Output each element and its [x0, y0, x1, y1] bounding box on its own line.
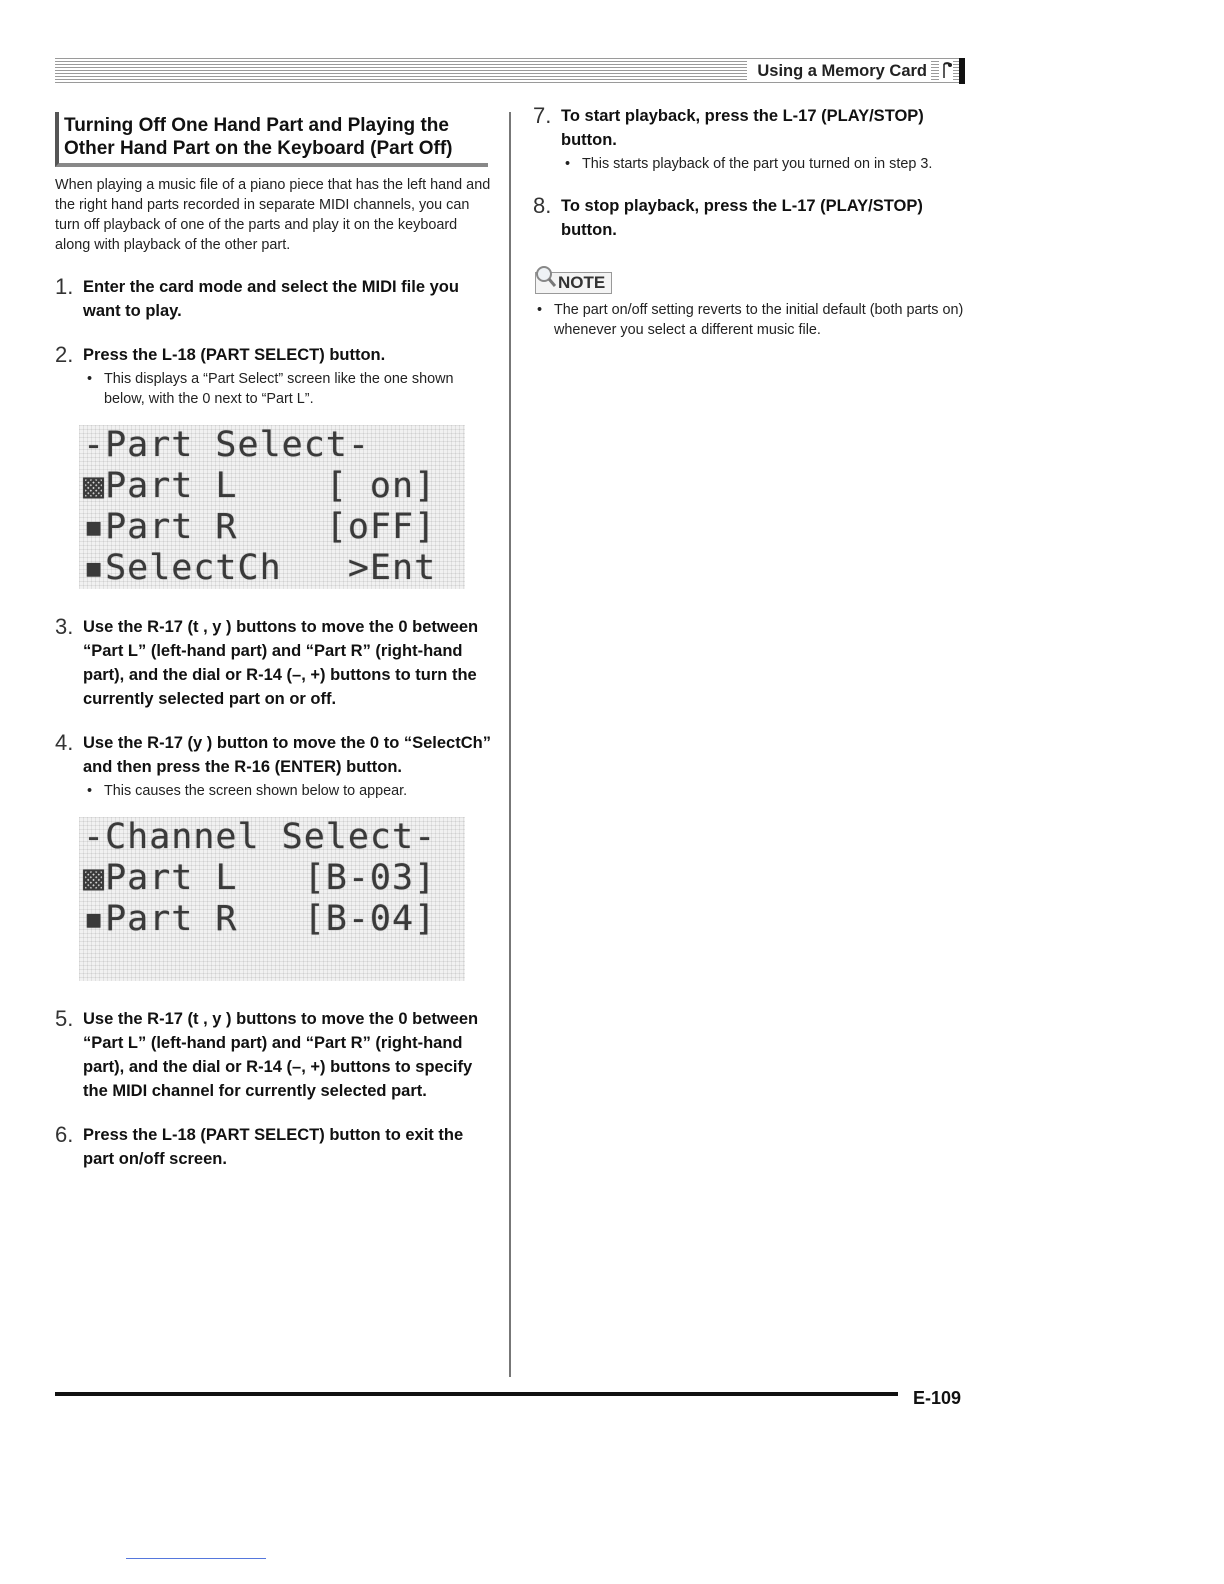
step-text: Use the R-17 (t , y ) buttons to move the 0 between “Part L” (left-hand part) and “Part R” (right-hand part), and the dial or R-14 (–, +) buttons to turn the currently selected part on or off. [83, 618, 479, 708]
lcd-line: -Channel Select- [83, 817, 437, 857]
page-header [55, 58, 965, 84]
step-text: Use the R-17 (y ) button to move the 0 to “SelectCh” and then press the R-16 (ENTER) button. [83, 734, 491, 776]
step-number: 5. [55, 1006, 74, 1031]
bullet-text: This starts playback of the part you turned on in step 3. [582, 156, 933, 172]
lcd-channel-select-screen [79, 817, 465, 981]
lcd-line: ▪Part R [B-04] [83, 899, 437, 939]
step-4 [55, 731, 495, 801]
step-3 [55, 615, 495, 711]
header-tab-mark [959, 58, 965, 84]
footer-rule [55, 1392, 898, 1396]
bottom-link-line [126, 1558, 266, 1559]
bullet-dot: • [87, 783, 93, 799]
music-note-icon [939, 60, 953, 80]
note-label-text: NOTE [558, 273, 606, 292]
bullet-text: This causes the screen shown below to appear. [104, 783, 408, 799]
lcd-line: ▪Part R [oFF] [83, 507, 437, 547]
lcd-line: ▩Part L [ on] [83, 466, 437, 506]
step-7 [533, 104, 973, 174]
step-number: 1. [55, 274, 74, 299]
lcd-blank-line [83, 940, 461, 981]
step-text: Enter the card mode and select the MIDI file you want to play. [83, 278, 459, 320]
note-bullet [533, 300, 973, 340]
section-title-line-1: Turning Off One Hand Part and Playing the [64, 115, 449, 136]
column-divider [509, 112, 511, 1377]
step-bullet [561, 154, 973, 174]
step-bullet [83, 781, 495, 801]
section-title [55, 112, 488, 167]
step-8 [533, 194, 973, 242]
step-text: Press the L-18 (PART SELECT) button. [83, 346, 386, 364]
bullet-dot: • [537, 302, 543, 318]
section-title-line-2: Other Hand Part on the Keyboard (Part Off) [64, 138, 453, 159]
step-number: 6. [55, 1122, 74, 1147]
bullet-dot: • [87, 371, 93, 387]
intro-paragraph: When playing a music file of a piano piece that has the left hand and the right hand parts recorded in separate MIDI channels, you can turn off playback of one of the parts and play it on the keyboard along with playback of the other part. [55, 177, 491, 253]
step-bullet [83, 369, 495, 409]
note-text: The part on/off setting reverts to the initial default (both parts on) whenever you select a different music file. [554, 302, 964, 338]
step-number: 8. [533, 193, 552, 218]
step-6 [55, 1123, 495, 1171]
bullet-text: This displays a “Part Select” screen like the one shown below, with the 0 next to “Part L”. [104, 371, 454, 407]
header-title: Using a Memory Card [747, 61, 931, 81]
magnifier-icon [534, 264, 556, 293]
right-column [533, 104, 973, 340]
step-text: To stop playback, press the L-17 (PLAY/STOP) button. [561, 197, 923, 239]
step-number: 4. [55, 730, 74, 755]
step-number: 2. [55, 342, 74, 367]
left-column [55, 112, 495, 1191]
lcd-part-select-screen [79, 425, 465, 589]
step-text: Press the L-18 (PART SELECT) button to exit the part on/off screen. [83, 1126, 464, 1168]
lcd-line: -Part Select- [83, 425, 370, 465]
lcd-line: ▪SelectCh >Ent [83, 548, 437, 588]
note-label [535, 272, 612, 294]
step-1 [55, 275, 495, 323]
step-2 [55, 343, 495, 409]
step-number: 7. [533, 103, 552, 128]
step-number: 3. [55, 614, 74, 639]
lcd-line: ▩Part L [B-03] [83, 858, 437, 898]
step-text: Use the R-17 (t , y ) buttons to move the 0 between “Part L” (left-hand part) and “Part R” (right-hand part), and the dial or R-14 (–, +) buttons to specify the MIDI channel for currently selected part. [83, 1010, 479, 1100]
step-text: To start playback, press the L-17 (PLAY/STOP) button. [561, 107, 924, 149]
step-5 [55, 1007, 495, 1103]
page-number: E-109 [913, 1388, 962, 1408]
bullet-dot: • [565, 156, 571, 172]
